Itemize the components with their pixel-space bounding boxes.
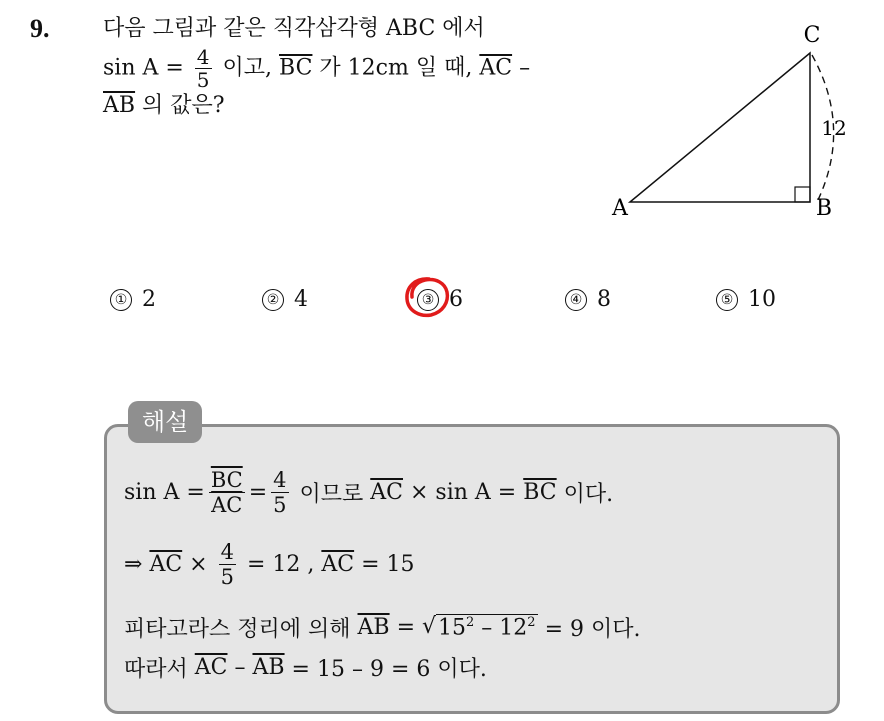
segment-ac: $\overline{AC}$ [479, 55, 513, 81]
label-a: A [612, 196, 628, 221]
choice-5-value: 10 [748, 287, 776, 312]
fraction-four-fifths-l2: $\frac{4}{5}$ [220, 540, 234, 589]
right-angle-marker [795, 187, 810, 202]
solution-line-2: ⇒ $\overline{AC}$ × $\frac{4}{5}$ = 12 , $\overline{AC}$ = 15 [124, 540, 415, 589]
fraction-bc-over-ac: $\frac{\overline{BC}}{AC}$ [210, 468, 243, 517]
choice-3-number: ③ [417, 289, 439, 311]
question-line-1: 다음 그림과 같은 직각삼각형 ABC 에서 [103, 16, 485, 41]
label-c: C [803, 23, 821, 48]
triangle-figure [590, 15, 870, 230]
choice-2-number: ② [262, 289, 284, 311]
solution-line-4: 따라서 $\overline{AC}$ – $\overline{AB}$ = 15 – 9 = 6 이다. [124, 655, 487, 682]
side-length-label: 12 [821, 116, 847, 140]
choice-1[interactable] [110, 287, 156, 312]
segment-bc: $\overline{BC}$ [279, 55, 313, 81]
fraction-four-fifths-sol: $\frac{4}{5}$ [273, 468, 287, 517]
question-line-3: $\overline{AB}$ 의 값은? [103, 93, 225, 118]
choice-3[interactable] [417, 287, 463, 312]
choice-4-number: ④ [565, 289, 587, 311]
square-root: √ $15^2 - 12^2$ [422, 614, 536, 641]
segment-ab: $\overline{AB}$ [103, 93, 136, 118]
question-line-2: sin A = $\frac{4}{5}$ 이고, $\overline{BC}$ 가 12cm 일 때, $\overline{AC}$ – [103, 45, 531, 92]
fraction-four-fifths: $\frac{4}{5}$ [196, 45, 210, 92]
triangle-abc [630, 53, 810, 202]
choice-5-number: ⑤ [716, 289, 738, 311]
choice-3-value: 6 [449, 287, 463, 312]
choice-1-number: ① [110, 289, 132, 311]
label-b: B [815, 196, 833, 221]
choice-5[interactable] [716, 287, 776, 312]
solution-title: 해설 [128, 401, 202, 443]
choice-4-value: 8 [597, 287, 611, 312]
question-text [103, 14, 593, 121]
solution-line-3: 피타고라스 정리에 의해 $\overline{AB}$ = √ $15^2 - 12^2$ = 9 이다. [124, 614, 641, 642]
solution-line-1: sin A = $\frac{\overline{BC}}{AC}$ = $\frac{4}{5}$ 이므로 $\overline{AC}$ × sin A = $\overline{BC}$ 이다. [124, 468, 614, 517]
choice-4[interactable] [565, 287, 611, 312]
choice-1-value: 2 [142, 287, 156, 312]
answer-choices [110, 287, 810, 323]
choice-2[interactable] [262, 287, 308, 312]
question-number: 9. [30, 14, 50, 43]
choice-2-value: 4 [294, 287, 308, 312]
